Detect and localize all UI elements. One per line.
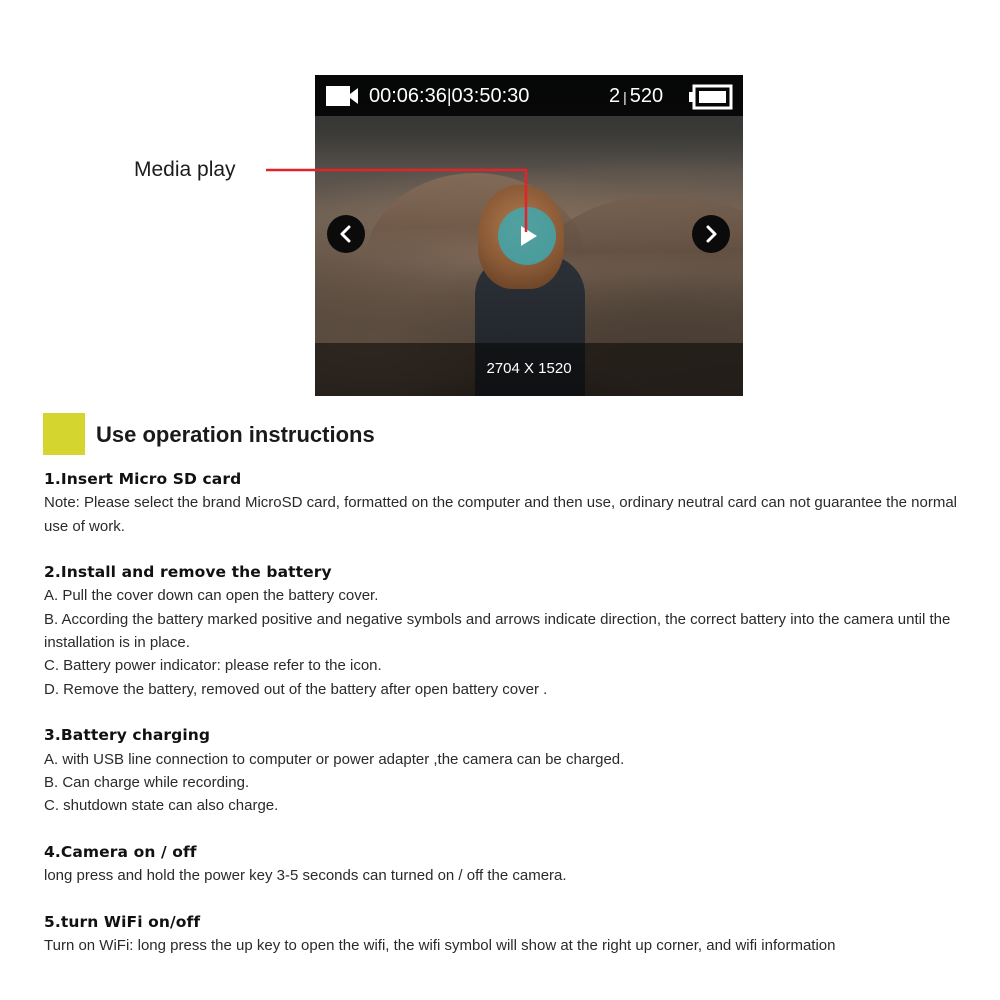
chevron-right-icon xyxy=(692,215,730,253)
chevron-left-icon xyxy=(327,215,365,253)
camera-screen xyxy=(315,75,743,396)
instruction-item xyxy=(44,561,964,701)
play-icon xyxy=(498,207,556,265)
instruction-text: Turn on WiFi: long press the up key to open the wifi, the wifi symbol will show at the right up corner, and wifi information xyxy=(44,936,836,954)
instruction-item xyxy=(44,841,964,888)
instruction-text: B. Can charge while recording. xyxy=(44,773,250,791)
previous-button[interactable] xyxy=(327,215,365,253)
media-play-button[interactable] xyxy=(498,207,556,265)
section-marker xyxy=(43,413,85,455)
instruction-text: long press and hold the power key 3-5 seconds can turned on / off the camera. xyxy=(44,867,567,885)
instruction-heading: 2.Install and remove the battery xyxy=(44,563,332,582)
callout-label: Media play xyxy=(134,158,236,181)
instruction-text: Note: Please select the brand MicroSD card, formatted on the computer and then use, ordinary neutral card can not guarantee the normal use of work. xyxy=(44,494,958,535)
instruction-text: A. Pull the cover down can open the battery cover. xyxy=(44,587,379,605)
instruction-text: B. According the battery marked positive and negative symbols and arrows indicate direction, the correct battery into the camera until the installation is in place. xyxy=(44,610,951,652)
status-bar xyxy=(315,75,743,116)
instruction-heading: 5.turn WiFi on/off xyxy=(44,912,201,931)
instruction-text: C. shutdown state can also charge. xyxy=(44,797,279,815)
section-title: Use operation instructions xyxy=(96,422,375,447)
resolution-label: 2704 X 1520 xyxy=(486,360,572,377)
instruction-heading: 1.Insert Micro SD card xyxy=(44,470,242,488)
next-button[interactable] xyxy=(692,215,730,253)
instruction-heading: 4.Camera on / off xyxy=(44,842,197,861)
instruction-text: C. Battery power indicator: please refer to the icon. xyxy=(44,657,382,675)
battery-full-icon xyxy=(689,84,733,115)
recording-time: 00:06:36|03:50:30 xyxy=(369,85,530,107)
instruction-text: A. with USB line connection to computer or power adapter ,the camera can be charged. xyxy=(44,750,625,768)
instructions-list xyxy=(44,468,964,981)
instruction-heading: 3.Battery charging xyxy=(44,726,211,745)
video-camera-icon xyxy=(325,83,359,114)
instruction-item xyxy=(44,724,964,817)
file-counter: 2 | 520 xyxy=(609,85,664,107)
instruction-item xyxy=(44,911,964,958)
instruction-item xyxy=(44,468,964,538)
instruction-text: D. Remove the battery, removed out of the battery after open battery cover . xyxy=(44,680,548,698)
